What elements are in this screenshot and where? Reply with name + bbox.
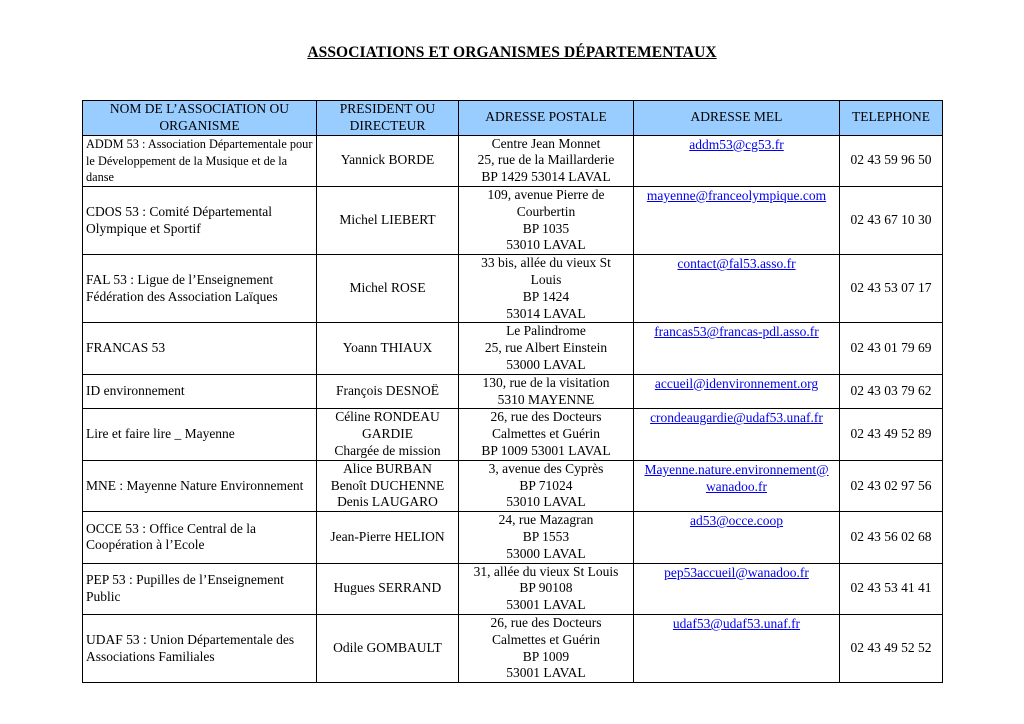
email-link[interactable]: contact@fal53.asso.fr (677, 256, 796, 272)
president-line: Alice BURBAN (343, 460, 432, 476)
address-line: BP 71024 (519, 477, 573, 493)
address-line: 24, rue Mazagran (498, 512, 594, 528)
president-cell (317, 409, 459, 460)
table-header-row (83, 101, 943, 136)
header-email: ADRESSE MEL (634, 101, 840, 136)
email-link[interactable]: addm53@cg53.fr (689, 136, 784, 152)
address-line: BP 1553 (522, 528, 570, 544)
table-body (83, 135, 943, 683)
table-row (83, 563, 943, 614)
association-name-cell: OCCE 53 : Office Central de la Coopération à l’Ecole (83, 512, 317, 563)
address-line: BP 1429 53014 LAVAL (481, 169, 611, 185)
address-line: 53000 LAVAL (506, 356, 586, 372)
email-link[interactable]: francas53@francas-pdl.asso.fr (654, 324, 819, 340)
table-row (83, 135, 943, 186)
president-cell (317, 512, 459, 563)
address-cell (459, 563, 634, 614)
email-link[interactable]: udaf53@udaf53.unaf.fr (672, 615, 801, 631)
association-name-cell: CDOS 53 : Comité Départemental Olympique et Sportif (83, 186, 317, 254)
address-cell (459, 374, 634, 409)
address-cell (459, 409, 634, 460)
address-line: Centre Jean Monnet (491, 135, 601, 151)
table-row (83, 512, 943, 563)
president-cell (317, 323, 459, 374)
address-cell (459, 135, 634, 186)
address-line: Calmettes et Guérin (492, 426, 600, 442)
address-line: 130, rue de la visitation (482, 374, 610, 390)
address-line: Le Palindrome (506, 323, 586, 339)
president-cell (317, 374, 459, 409)
president-cell (317, 135, 459, 186)
email-link[interactable]: ad53@occe.coop (689, 513, 784, 529)
address-cell (459, 323, 634, 374)
address-cell (459, 186, 634, 254)
address-line: 53014 LAVAL (506, 305, 586, 321)
email-link[interactable]: crondeaugardie@udaf53.unaf.fr (650, 410, 823, 426)
president-line: Céline RONDEAU (335, 409, 440, 425)
address-line: 53001 LAVAL (506, 597, 586, 613)
president-line: Denis LAUGARO (337, 494, 438, 510)
email-cell (634, 563, 840, 614)
address-line: 5310 MAYENNE (497, 391, 595, 407)
phone-cell: 02 43 53 07 17 (840, 255, 943, 323)
email-cell (634, 186, 840, 254)
table-row (83, 614, 943, 682)
table-row (83, 460, 943, 511)
address-line: 25, rue Albert Einstein (484, 340, 608, 356)
address-line: 53010 LAVAL (506, 494, 586, 510)
phone-cell: 02 43 49 52 52 (840, 614, 943, 682)
phone-cell: 02 43 53 41 41 (840, 563, 943, 614)
president-line: Hugues SERRAND (333, 580, 442, 596)
address-line: Calmettes et Guérin (492, 631, 600, 647)
address-line: 26, rue des Docteurs (490, 614, 602, 630)
association-name-cell: FAL 53 : Ligue de l’Enseignement Fédération des Association Laïques (83, 255, 317, 323)
phone-cell: 02 43 67 10 30 (840, 186, 943, 254)
association-name-cell: Lire et faire lire _ Mayenne (83, 409, 317, 460)
header-phone: TELEPHONE (840, 101, 943, 136)
email-cell (634, 323, 840, 374)
email-link[interactable]: Mayenne.nature.environnement@ (644, 461, 829, 477)
phone-cell: 02 43 01 79 69 (840, 323, 943, 374)
association-name-cell: ID environnement (83, 374, 317, 409)
president-line: Odile GOMBAULT (333, 640, 442, 656)
president-line: Michel LIEBERT (339, 212, 436, 228)
president-cell (317, 614, 459, 682)
email-link[interactable]: wanadoo.fr (705, 478, 768, 494)
president-line: François DESNOË (335, 383, 440, 399)
president-line: GARDIE (362, 426, 413, 442)
header-address: ADRESSE POSTALE (459, 101, 634, 136)
address-line: 53000 LAVAL (506, 545, 586, 561)
address-line: 3, avenue des Cyprès (488, 460, 604, 476)
phone-cell: 02 43 02 97 56 (840, 460, 943, 511)
email-link[interactable]: accueil@idenvironnement.org (654, 375, 819, 391)
president-cell (317, 460, 459, 511)
email-cell (634, 135, 840, 186)
president-line: Yannick BORDE (340, 152, 435, 168)
president-line: Benoît DUCHENNE (330, 477, 445, 493)
president-line: Yoann THIAUX (342, 340, 433, 356)
association-name-cell: ADDM 53 : Association Départementale pour le Développement de la Musique et de la danse (83, 135, 317, 186)
address-line: BP 1009 53001 LAVAL (481, 442, 611, 458)
address-line: 33 bis, allée du vieux St (481, 255, 611, 271)
association-name-cell: MNE : Mayenne Nature Environnement (83, 460, 317, 511)
address-line: Louis (530, 271, 562, 287)
address-line: 25, rue de la Maillarderie (477, 152, 615, 168)
address-cell (459, 255, 634, 323)
address-line: 53010 LAVAL (506, 237, 586, 253)
table-row (83, 186, 943, 254)
header-name: NOM DE L’ASSOCIATION OU ORGANISME (83, 101, 317, 136)
address-line: BP 1424 (522, 288, 570, 304)
address-line: Courbertin (516, 203, 576, 219)
email-cell (634, 512, 840, 563)
address-line: 26, rue des Docteurs (490, 409, 602, 425)
address-cell (459, 512, 634, 563)
phone-cell: 02 43 03 79 62 (840, 374, 943, 409)
address-line: BP 90108 (519, 580, 573, 596)
address-line: BP 1035 (522, 220, 570, 236)
association-name-cell: FRANCAS 53 (83, 323, 317, 374)
president-line: Jean-Pierre HELION (330, 528, 445, 544)
phone-cell: 02 43 49 52 89 (840, 409, 943, 460)
table-row (83, 374, 943, 409)
email-cell (634, 409, 840, 460)
association-name-cell: PEP 53 : Pupilles de l’Enseignement Public (83, 563, 317, 614)
address-line: 53001 LAVAL (506, 665, 586, 681)
associations-table (82, 100, 943, 683)
email-cell (634, 614, 840, 682)
email-cell (634, 255, 840, 323)
president-line: Michel ROSE (349, 280, 426, 296)
phone-cell: 02 43 56 02 68 (840, 512, 943, 563)
table-row (83, 255, 943, 323)
address-line: BP 1009 (522, 648, 570, 664)
email-cell (634, 374, 840, 409)
address-cell (459, 460, 634, 511)
association-name-cell: UDAF 53 : Union Départementale des Associations Familiales (83, 614, 317, 682)
president-cell (317, 186, 459, 254)
president-line: Chargée de mission (334, 442, 441, 458)
table-row (83, 409, 943, 460)
header-president: PRESIDENT OU DIRECTEUR (317, 101, 459, 136)
address-line: 109, avenue Pierre de (487, 186, 605, 202)
table-row (83, 323, 943, 374)
email-cell (634, 460, 840, 511)
email-link[interactable]: mayenne@franceolympique.com (646, 187, 827, 203)
phone-cell: 02 43 59 96 50 (840, 135, 943, 186)
president-cell (317, 255, 459, 323)
president-cell (317, 563, 459, 614)
page-title: ASSOCIATIONS ET ORGANISMES DÉPARTEMENTAUX (307, 44, 717, 61)
address-cell (459, 614, 634, 682)
address-line: 31, allée du vieux St Louis (473, 563, 619, 579)
email-link[interactable]: pep53accueil@wanadoo.fr (664, 564, 809, 580)
